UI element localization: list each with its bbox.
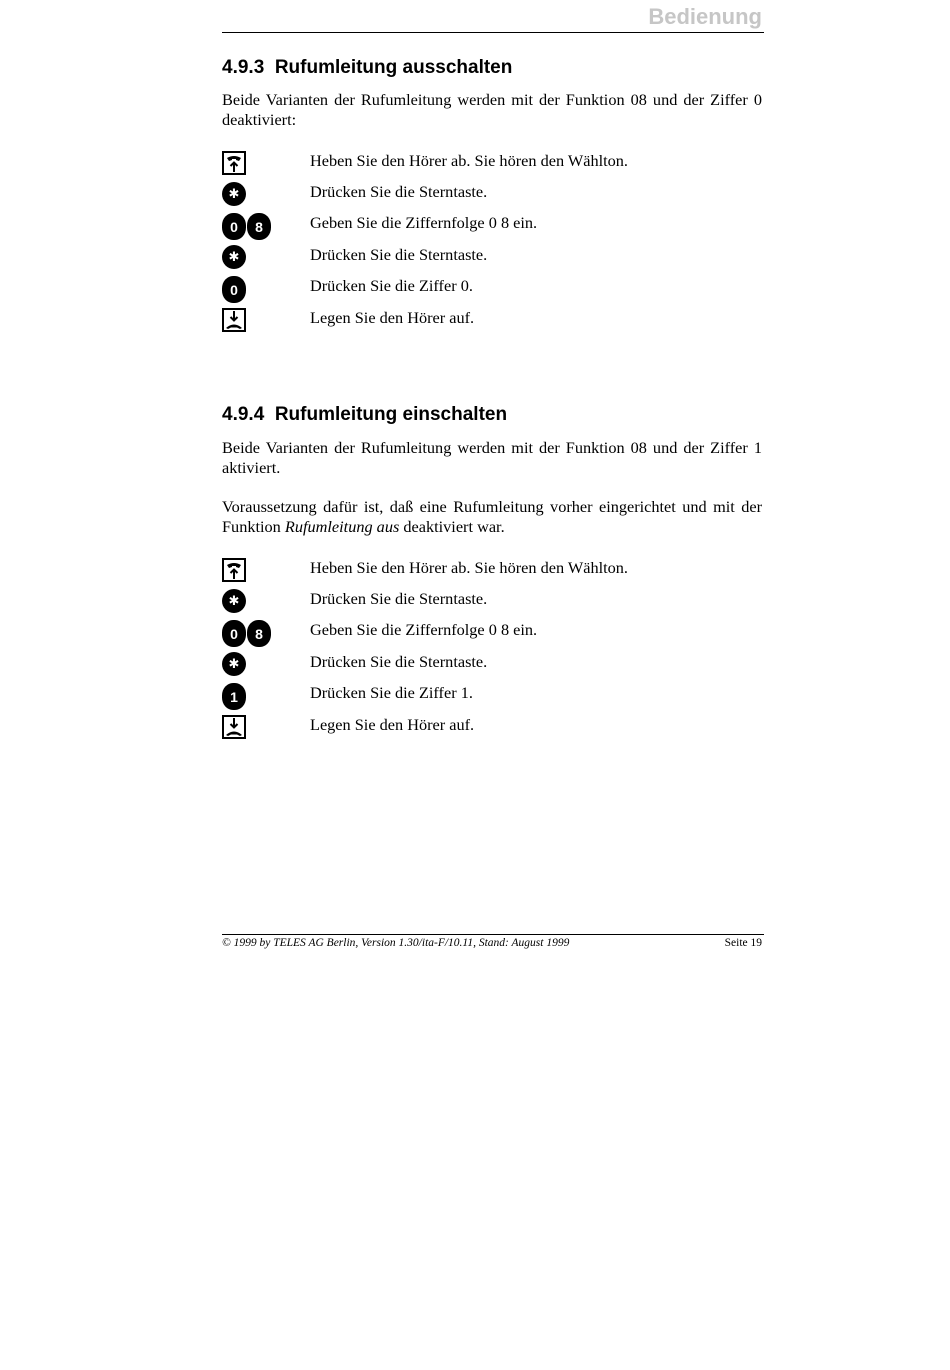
section-title: Rufumleitung ausschalten <box>274 57 513 78</box>
step-text: Drücken Sie die Sterntaste. <box>310 652 488 671</box>
step-row <box>222 308 762 338</box>
step-text: Drücken Sie die Ziffer 1. <box>310 683 473 702</box>
step-text: Legen Sie den Hörer auf. <box>310 715 475 734</box>
handset-lift-icon <box>222 151 246 175</box>
step-text: Geben Sie die Ziffernfolge 0 8 ein. <box>310 620 538 639</box>
step-row <box>222 213 762 243</box>
star-key-icon: ✱ <box>222 245 246 269</box>
digit-key-icon: 8 <box>247 213 271 240</box>
italic-function-name: Rufumleitung aus <box>284 516 400 536</box>
step-row <box>222 620 762 650</box>
step-row <box>222 558 762 588</box>
section-paragraph: Beide Varianten der Rufumleitung werden mit der Funktion 08 und der Ziffer 0 deaktiviert: <box>222 90 762 129</box>
step-row <box>222 182 762 212</box>
digit-key-icon: 0 <box>222 620 246 647</box>
digit-key-icon: 1 <box>222 683 246 710</box>
handset-hangup-icon <box>222 308 246 332</box>
section-number: 4.9.3 <box>222 57 265 78</box>
footer-copyright: © 1999 by TELES AG Berlin, Version 1.30/ita-F/10.11, Stand: August 1999 <box>222 937 570 949</box>
section-heading-4-9-4 <box>222 404 507 426</box>
section-heading-4-9-3 <box>222 57 512 79</box>
star-key-icon: ✱ <box>222 652 246 676</box>
star-key-icon: ✱ <box>222 589 246 613</box>
digit-key-icon: 8 <box>247 620 271 647</box>
page-header-title: Bedienung <box>648 4 762 29</box>
digit-key-icon: 0 <box>222 213 246 240</box>
step-text: Legen Sie den Hörer auf. <box>310 308 475 327</box>
star-key-icon: ✱ <box>222 182 246 206</box>
digit-key-icon: 0 <box>222 276 246 303</box>
step-text: Drücken Sie die Sterntaste. <box>310 589 488 608</box>
header-rule <box>222 32 764 33</box>
step-text: Drücken Sie die Ziffer 0. <box>310 276 473 295</box>
section-title: Rufumleitung einschalten <box>274 404 508 425</box>
section-paragraph: Voraussetzung dafür ist, daß eine Rufumleitung vorher eingerichtet und mit der Funktion Rufumleitung aus deaktiviert war. <box>222 497 762 536</box>
step-row <box>222 276 762 306</box>
footer-page-number: Seite 19 <box>724 937 762 949</box>
footer-rule <box>222 934 764 935</box>
step-row <box>222 151 762 181</box>
step-row <box>222 715 762 745</box>
step-text: Heben Sie den Hörer ab. Sie hören den Wählton. <box>310 558 628 577</box>
step-row <box>222 683 762 713</box>
step-text: Geben Sie die Ziffernfolge 0 8 ein. <box>310 213 538 232</box>
handset-lift-icon <box>222 558 246 582</box>
step-text: Heben Sie den Hörer ab. Sie hören den Wählton. <box>310 151 628 170</box>
step-text: Drücken Sie die Sterntaste. <box>310 182 488 201</box>
section-paragraph: Beide Varianten der Rufumleitung werden mit der Funktion 08 und der Ziffer 1 aktiviert. <box>222 438 762 477</box>
step-row <box>222 652 762 682</box>
handset-hangup-icon <box>222 715 246 739</box>
section-number: 4.9.4 <box>222 404 265 425</box>
step-row <box>222 589 762 619</box>
step-text: Drücken Sie die Sterntaste. <box>310 245 488 264</box>
step-row <box>222 245 762 275</box>
